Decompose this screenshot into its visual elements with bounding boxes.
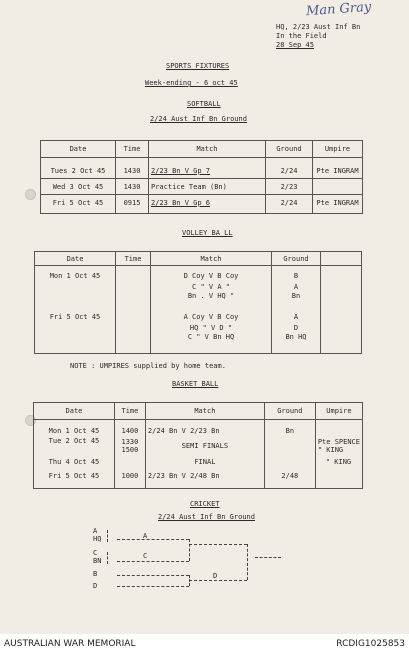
match-cell: C " V Bn HQ [151,333,272,354]
table-row [41,158,363,179]
time-cell [116,266,151,282]
date-cell: Wed 3 Oct 45 [41,179,116,195]
column-header: Date [34,403,115,420]
volleyball-heading: VOLLEY BA LL [182,229,233,237]
date-cell: Tues 2 Oct 45 [41,158,116,179]
date-cell: Mon 1 Oct 45 [34,420,115,438]
match-cell: D Coy V B Coy [151,266,272,282]
time-cell: 1330 1500 [114,437,145,455]
blank-cell [321,266,362,354]
softball-table [40,140,363,214]
footer-left: AUSTRALIAN WAR MEMORIAL [4,639,136,649]
basketball-heading: BASKET BALL [172,380,219,388]
team-label: B [93,570,98,578]
time-cell: 1400 [114,420,145,438]
table-row [34,455,363,468]
table-row [35,266,362,282]
bracket-line [117,586,189,587]
umpires-note: NOTE : UMPIRES supplied by home team. [70,362,226,370]
date-cell [35,281,116,292]
table-header-row [35,252,362,266]
bracket-line [189,539,190,561]
match-cell: 2/23 Bn V Gp 6 [149,195,266,214]
table-row [34,437,363,455]
footer-right: RCDIG1025853 [336,639,405,649]
bracket-label: D [213,572,218,580]
bracket-line [189,580,247,581]
date-cell: Tue 2 Oct 45 [34,437,115,455]
table-header-row [34,403,363,420]
match-cell: SEMI FINALS [145,437,264,455]
softball-ground: 2/24 Aust Inf Bn Ground [150,115,247,123]
table-row [34,420,363,438]
ground-cell: A [272,281,321,292]
match-cell: A Coy V B Coy [151,311,272,322]
column-header: Time [114,403,145,420]
bracket-line [189,544,247,545]
ground-cell: B [272,266,321,282]
ground-cell [264,437,315,455]
ground-cell: 2/24 [266,158,313,179]
match-cell: Practice Team (Bn) [149,179,266,195]
umpire-cell [315,420,362,438]
week-ending: Week-ending - 6 oct 45 [145,79,238,87]
date-cell [35,322,116,333]
time-cell [116,281,151,292]
column-header: Umpire [313,141,363,158]
column-header: Ground [266,141,313,158]
team-label: BN [93,557,102,565]
date-cell: Fri 5 Oct 45 [34,468,115,489]
umpire-cell: " KING [315,455,362,468]
time-cell: 1000 [114,468,145,489]
umpire-cell: Pte INGRAM [313,195,363,214]
time-cell [114,455,145,468]
column-header: Time [116,252,151,266]
column-header: Match [145,403,264,420]
date-cell [35,333,116,354]
ground-cell: A [272,311,321,322]
match-cell: HQ " V D " [151,322,272,333]
table-header-row [41,141,363,158]
table-row [35,333,362,354]
ground-cell: 2/48 [264,468,315,489]
date-cell: Thu 4 Oct 45 [34,455,115,468]
bracket-line [255,557,281,558]
header-date: 28 Sep 45 [276,41,314,49]
bracket-label: A [143,532,148,540]
punch-hole [25,189,36,200]
time-cell: 0915 [116,195,149,214]
umpire-cell [313,179,363,195]
bracket-line [117,539,189,540]
cricket-heading: CRICKET [190,500,220,508]
column-header: Match [151,252,272,266]
team-label: D [93,582,98,590]
handwritten-signature: Man Gray [305,0,372,20]
time-cell: 1430 [116,179,149,195]
basketball-table [33,402,363,489]
volleyball-table [34,251,362,354]
column-header: Match [149,141,266,158]
table-row [35,292,362,311]
table-row [34,468,363,489]
column-header [321,252,362,266]
bracket-line [117,561,189,562]
ground-cell: Bn [272,292,321,311]
column-header: Umpire [315,403,362,420]
date-cell: Fri 5 Oct 45 [41,195,116,214]
column-header: Date [41,141,116,158]
umpire-cell: Pte INGRAM [313,158,363,179]
bracket-label: C [143,552,148,560]
umpire-cell [315,468,362,489]
match-cell: 2/23 Bn V Gp 7 [149,158,266,179]
ground-cell: 2/24 [266,195,313,214]
document-title: SPORTS FIXTURES [166,62,230,70]
ground-cell: D [272,322,321,333]
ground-cell [264,455,315,468]
table-row [41,195,363,214]
bracket-line [107,530,108,542]
table-row [35,322,362,333]
team-label: C [93,549,98,557]
table-row [35,311,362,322]
date-cell [35,292,116,311]
bracket-line [107,552,108,564]
ground-cell: 2/23 [266,179,313,195]
team-label: HQ [93,535,102,543]
table-row [35,281,362,292]
team-label: A [93,527,98,535]
match-cell: FINAL [145,455,264,468]
time-cell [116,322,151,333]
bracket-line [247,544,248,580]
bracket-line [117,575,189,576]
time-cell [116,292,151,311]
match-cell: 2/23 Bn V 2/48 Bn [145,468,264,489]
ground-cell: Bn [264,420,315,438]
column-header: Date [35,252,116,266]
header-unit: HQ, 2/23 Aust Inf Bn [276,23,361,31]
match-cell: 2/24 Bn V 2/23 Bn [145,420,264,438]
match-cell: C " V A " [151,281,272,292]
table-row [41,179,363,195]
column-header: Ground [264,403,315,420]
date-cell: Fri 5 Oct 45 [35,311,116,322]
ground-cell: Bn HQ [272,333,321,354]
time-cell: 1430 [116,158,149,179]
time-cell [116,333,151,354]
time-cell [116,311,151,322]
header-location: In the Field [276,32,327,40]
column-header: Time [116,141,149,158]
cricket-ground: 2/24 Aust Inf Bn Ground [158,513,255,521]
match-cell: Bn . V HQ " [151,292,272,311]
column-header: Ground [272,252,321,266]
date-cell: Mon 1 Oct 45 [35,266,116,282]
umpire-cell: Pte SPENCE " KING [315,437,362,455]
archive-footer [0,634,409,654]
softball-heading: SOFTBALL [187,100,221,108]
